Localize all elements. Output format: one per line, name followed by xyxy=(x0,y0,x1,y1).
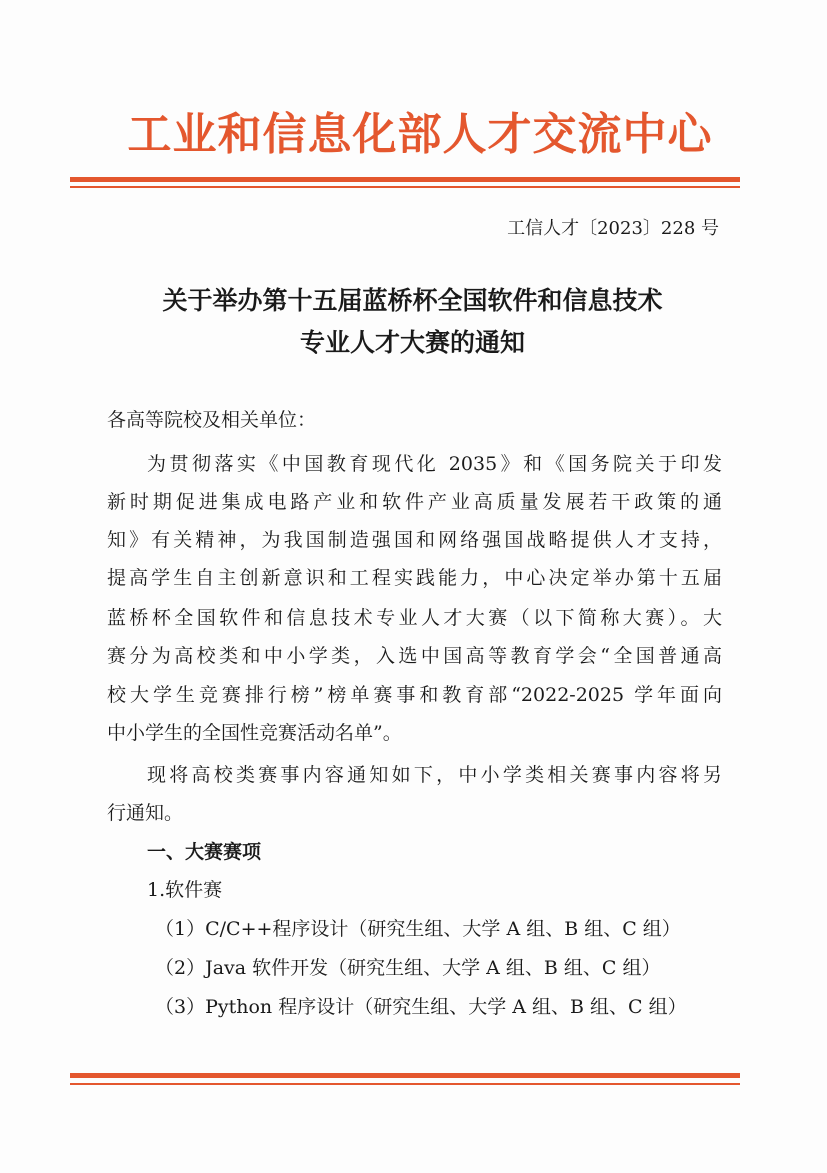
paragraph-line: 蓝桥杯全国软件和信息技术专业人才大赛（以下简称大赛）。大 xyxy=(107,607,722,629)
paragraph-line: 新时期促进集成电路产业和软件产业高质量发展若干政策的通 xyxy=(107,491,722,513)
paragraph-line: 知》有关精神，为我国制造强国和网络强国战略提供人才支持， xyxy=(107,529,722,551)
section-subheading: 1.软件赛 xyxy=(147,879,223,901)
section-heading: 一、大赛赛项 xyxy=(147,841,262,863)
organization-header: 工业和信息化部人才交流中心 xyxy=(127,109,713,160)
footer-rule-thin xyxy=(70,1083,740,1085)
paragraph-line: 提高学生自主创新意识和工程实践能力，中心决定举办第十五届 xyxy=(107,567,722,589)
list-item: （1）C/C++程序设计（研究生组、大学 A 组、B 组、C 组） xyxy=(155,918,681,940)
paragraph-line: 行通知。 xyxy=(107,802,184,824)
document-title-line-2: 专业人才大赛的通知 xyxy=(299,328,525,357)
paragraph-line: 现将高校类赛事内容通知如下，中小学类相关赛事内容将另 xyxy=(147,764,722,786)
list-item: （2）Java 软件开发（研究生组、大学 A 组、B 组、C 组） xyxy=(155,957,661,979)
document-title-line-1: 关于举办第十五届蓝桥杯全国软件和信息技术 xyxy=(162,286,663,315)
salutation: 各高等院校及相关单位： xyxy=(107,409,317,431)
paragraph-line: 中小学生的全国性竞赛活动名单”。 xyxy=(107,722,402,744)
paragraph-line: 赛分为高校类和中小学类，入选中国高等教育学会“全国普通高 xyxy=(107,645,722,667)
paragraph-line: 校大学生竞赛排行榜”榜单赛事和教育部“2022-2025 学年面向 xyxy=(107,684,722,706)
list-item: （3）Python 程序设计（研究生组、大学 A 组、B 组、C 组） xyxy=(155,996,687,1018)
header-rule-thick xyxy=(70,177,740,182)
paragraph-line: 为贯彻落实《中国教育现代化 2035》和《国务院关于印发 xyxy=(147,453,722,475)
document-number: 工信人才〔2023〕228 号 xyxy=(507,218,719,239)
header-rule-thin xyxy=(70,186,740,188)
footer-rule-thick xyxy=(70,1073,740,1078)
